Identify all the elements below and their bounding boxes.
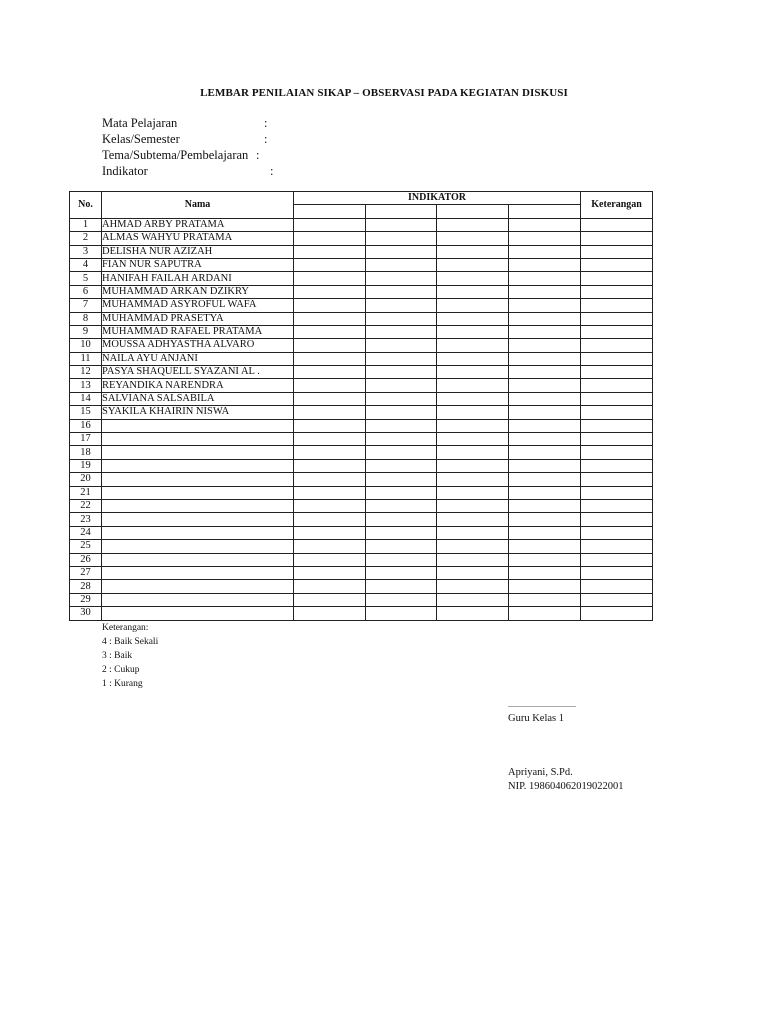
keterangan-cell — [581, 593, 653, 606]
meta-label: Mata Pelajaran — [102, 116, 178, 130]
table-row — [70, 446, 653, 459]
keterangan-cell — [581, 272, 653, 285]
keterangan-cell — [581, 459, 653, 472]
indikator-cell — [366, 593, 437, 606]
row-number: 20 — [70, 473, 102, 486]
student-name: MUHAMMAD ASYROFUL WAFA — [102, 299, 294, 312]
keterangan-cell — [581, 486, 653, 499]
student-name — [102, 419, 294, 432]
indikator-cell — [437, 473, 509, 486]
keterangan-cell — [581, 339, 653, 352]
row-number: 21 — [70, 486, 102, 499]
keterangan-cell — [581, 499, 653, 512]
indikator-subheader — [366, 205, 437, 218]
table-row — [70, 499, 653, 512]
indikator-cell — [366, 285, 437, 298]
table-row — [70, 513, 653, 526]
indikator-cell — [366, 232, 437, 245]
indikator-cell — [437, 352, 509, 365]
student-name — [102, 526, 294, 539]
indikator-cell — [509, 526, 581, 539]
indikator-cell — [509, 258, 581, 271]
indikator-cell — [509, 272, 581, 285]
indikator-cell — [294, 299, 366, 312]
keterangan-cell — [581, 406, 653, 419]
indikator-cell — [509, 433, 581, 446]
indikator-cell — [437, 299, 509, 312]
table-row — [70, 299, 653, 312]
indikator-cell — [366, 339, 437, 352]
table-row — [70, 272, 653, 285]
table-row — [70, 366, 653, 379]
student-name: MOUSSA ADHYASTHA ALVARO — [102, 339, 294, 352]
indikator-cell — [366, 513, 437, 526]
row-number: 26 — [70, 553, 102, 566]
table-row — [70, 245, 653, 258]
row-number: 12 — [70, 366, 102, 379]
table-row — [70, 392, 653, 405]
indikator-cell — [294, 566, 366, 579]
indikator-cell — [294, 419, 366, 432]
row-number: 1 — [70, 218, 102, 231]
indikator-cell — [437, 513, 509, 526]
keterangan-cell — [581, 232, 653, 245]
student-name — [102, 540, 294, 553]
keterangan-cell — [581, 607, 653, 620]
indikator-cell — [366, 433, 437, 446]
table-row — [70, 607, 653, 620]
student-name: AHMAD ARBY PRATAMA — [102, 218, 294, 231]
student-name: PASYA SHAQUELL SYAZANI AL . — [102, 366, 294, 379]
indikator-cell — [294, 580, 366, 593]
keterangan-cell — [581, 312, 653, 325]
indikator-cell — [294, 379, 366, 392]
header-nama: Nama — [102, 192, 294, 219]
row-number: 2 — [70, 232, 102, 245]
student-name: NAILA AYU ANJANI — [102, 352, 294, 365]
indikator-cell — [437, 285, 509, 298]
indikator-cell — [294, 258, 366, 271]
student-name: HANIFAH FAILAH ARDANI — [102, 272, 294, 285]
indikator-cell — [509, 325, 581, 338]
meta-colon: : — [264, 116, 268, 130]
indikator-subheader — [437, 205, 509, 218]
meta-row-indikator — [102, 163, 274, 179]
indikator-cell — [509, 366, 581, 379]
indikator-cell — [509, 580, 581, 593]
keterangan-cell — [581, 473, 653, 486]
indikator-cell — [509, 392, 581, 405]
row-number: 3 — [70, 245, 102, 258]
row-number: 14 — [70, 392, 102, 405]
student-name: MUHAMMAD RAFAEL PRATAMA — [102, 325, 294, 338]
indikator-cell — [509, 339, 581, 352]
meta-row-mata-pelajaran — [102, 115, 268, 131]
indikator-cell — [294, 339, 366, 352]
table-row — [70, 593, 653, 606]
row-number: 16 — [70, 419, 102, 432]
indikator-cell — [509, 486, 581, 499]
indikator-cell — [437, 392, 509, 405]
indikator-cell — [366, 392, 437, 405]
indikator-cell — [437, 232, 509, 245]
keterangan-cell — [581, 218, 653, 231]
indikator-cell — [366, 379, 437, 392]
indikator-cell — [294, 285, 366, 298]
student-name: FIAN NUR SAPUTRA — [102, 258, 294, 271]
indikator-cell — [366, 459, 437, 472]
indikator-cell — [366, 325, 437, 338]
student-name — [102, 593, 294, 606]
indikator-cell — [437, 459, 509, 472]
indikator-subheader — [509, 205, 581, 218]
student-name — [102, 459, 294, 472]
row-number: 17 — [70, 433, 102, 446]
meta-colon: : — [264, 132, 268, 146]
row-number: 24 — [70, 526, 102, 539]
indikator-cell — [366, 580, 437, 593]
keterangan-cell — [581, 366, 653, 379]
keterangan-cell — [581, 258, 653, 271]
indikator-cell — [294, 325, 366, 338]
keterangan-cell — [581, 392, 653, 405]
student-name: SALVIANA SALSABILA — [102, 392, 294, 405]
table-row — [70, 406, 653, 419]
indikator-cell — [366, 553, 437, 566]
table-row — [70, 419, 653, 432]
indikator-cell — [437, 245, 509, 258]
student-name — [102, 486, 294, 499]
indikator-cell — [294, 218, 366, 231]
row-number: 30 — [70, 607, 102, 620]
indikator-cell — [366, 446, 437, 459]
meta-row-kelas-semester — [102, 131, 268, 147]
indikator-cell — [366, 566, 437, 579]
row-number: 4 — [70, 258, 102, 271]
keterangan-cell — [581, 540, 653, 553]
student-name: ALMAS WAHYU PRATAMA — [102, 232, 294, 245]
legend-notes — [102, 621, 158, 691]
row-number: 22 — [70, 499, 102, 512]
table-body — [70, 218, 653, 620]
indikator-cell — [509, 566, 581, 579]
row-number: 8 — [70, 312, 102, 325]
meta-colon: : — [256, 148, 260, 162]
keterangan-cell — [581, 299, 653, 312]
keterangan-cell — [581, 513, 653, 526]
legend-item: 2 : Cukup — [102, 665, 140, 675]
student-name — [102, 553, 294, 566]
student-name — [102, 513, 294, 526]
student-name: DELISHA NUR AZIZAH — [102, 245, 294, 258]
indikator-cell — [437, 339, 509, 352]
indikator-cell — [437, 486, 509, 499]
indikator-cell — [366, 473, 437, 486]
indikator-cell — [366, 540, 437, 553]
indikator-subheader — [294, 205, 366, 218]
keterangan-cell — [581, 566, 653, 579]
table-row — [70, 433, 653, 446]
indikator-cell — [366, 419, 437, 432]
indikator-cell — [294, 245, 366, 258]
student-name — [102, 446, 294, 459]
signature-name: Apriyani, S.Pd. — [508, 767, 573, 778]
indikator-cell — [509, 245, 581, 258]
indikator-cell — [294, 446, 366, 459]
indikator-cell — [509, 352, 581, 365]
student-name — [102, 499, 294, 512]
indikator-cell — [509, 593, 581, 606]
indikator-cell — [509, 459, 581, 472]
signature-role: Guru Kelas 1 — [508, 713, 564, 724]
indikator-cell — [437, 607, 509, 620]
assessment-table — [69, 191, 653, 621]
table-row — [70, 459, 653, 472]
keterangan-cell — [581, 580, 653, 593]
indikator-cell — [437, 446, 509, 459]
indikator-cell — [509, 540, 581, 553]
indikator-cell — [366, 486, 437, 499]
student-name: MUHAMMAD ARKAN DZIKRY — [102, 285, 294, 298]
indikator-cell — [294, 433, 366, 446]
table-row — [70, 580, 653, 593]
student-name: MUHAMMAD PRASETYA — [102, 312, 294, 325]
keterangan-cell — [581, 245, 653, 258]
legend-heading: Keterangan: — [102, 623, 149, 633]
row-number: 18 — [70, 446, 102, 459]
table-row — [70, 486, 653, 499]
indikator-cell — [294, 499, 366, 512]
indikator-cell — [294, 366, 366, 379]
student-name: SYAKILA KHAIRIN NISWA — [102, 406, 294, 419]
table-row — [70, 218, 653, 231]
header-keterangan: Keterangan — [581, 192, 653, 219]
indikator-cell — [366, 352, 437, 365]
row-number: 6 — [70, 285, 102, 298]
table-row — [70, 540, 653, 553]
indikator-cell — [509, 218, 581, 231]
row-number: 15 — [70, 406, 102, 419]
keterangan-cell — [581, 285, 653, 298]
indikator-cell — [509, 553, 581, 566]
indikator-cell — [366, 406, 437, 419]
indikator-cell — [437, 499, 509, 512]
indikator-cell — [509, 232, 581, 245]
indikator-cell — [509, 513, 581, 526]
meta-label: Indikator — [102, 164, 148, 178]
row-number: 13 — [70, 379, 102, 392]
indikator-cell — [294, 352, 366, 365]
legend-item: 1 : Kurang — [102, 679, 143, 689]
meta-label: Kelas/Semester — [102, 132, 180, 146]
indikator-cell — [366, 607, 437, 620]
meta-block — [102, 115, 274, 179]
indikator-cell — [437, 312, 509, 325]
indikator-cell — [366, 366, 437, 379]
indikator-cell — [437, 406, 509, 419]
table-row — [70, 473, 653, 486]
student-name — [102, 607, 294, 620]
indikator-cell — [294, 406, 366, 419]
row-number: 19 — [70, 459, 102, 472]
table-row — [70, 258, 653, 271]
indikator-cell — [437, 593, 509, 606]
student-name — [102, 433, 294, 446]
row-number: 5 — [70, 272, 102, 285]
indikator-cell — [294, 513, 366, 526]
meta-colon: : — [270, 164, 274, 178]
indikator-cell — [509, 419, 581, 432]
indikator-cell — [294, 593, 366, 606]
keterangan-cell — [581, 325, 653, 338]
indikator-cell — [294, 312, 366, 325]
indikator-cell — [294, 272, 366, 285]
indikator-cell — [366, 218, 437, 231]
header-indikator: INDIKATOR — [294, 192, 581, 205]
indikator-cell — [509, 607, 581, 620]
row-number: 11 — [70, 352, 102, 365]
table-row — [70, 352, 653, 365]
indikator-cell — [509, 499, 581, 512]
meta-row-tema — [102, 147, 260, 163]
indikator-cell — [509, 446, 581, 459]
indikator-cell — [294, 232, 366, 245]
indikator-cell — [437, 272, 509, 285]
table-row — [70, 285, 653, 298]
row-number: 9 — [70, 325, 102, 338]
indikator-cell — [294, 392, 366, 405]
table-row — [70, 566, 653, 579]
row-number: 29 — [70, 593, 102, 606]
indikator-cell — [509, 406, 581, 419]
keterangan-cell — [581, 352, 653, 365]
indikator-cell — [437, 433, 509, 446]
indikator-cell — [437, 258, 509, 271]
legend-item: 4 : Baik Sekali — [102, 637, 159, 647]
indikator-cell — [294, 459, 366, 472]
indikator-cell — [509, 299, 581, 312]
meta-label: Tema/Subtema/Pembelajaran — [102, 148, 249, 162]
indikator-cell — [437, 379, 509, 392]
keterangan-cell — [581, 526, 653, 539]
table-row — [70, 339, 653, 352]
table-row — [70, 526, 653, 539]
table-row — [70, 232, 653, 245]
indikator-cell — [437, 540, 509, 553]
header-no: No. — [70, 192, 102, 219]
page-title: LEMBAR PENILAIAN SIKAP – OBSERVASI PADA KEGIATAN DISKUSI — [200, 87, 568, 99]
student-name — [102, 473, 294, 486]
indikator-cell — [437, 366, 509, 379]
indikator-cell — [294, 473, 366, 486]
indikator-cell — [437, 218, 509, 231]
signature-dots: .................................. — [508, 700, 576, 709]
indikator-cell — [437, 526, 509, 539]
row-number: 23 — [70, 513, 102, 526]
indikator-cell — [366, 499, 437, 512]
indikator-cell — [294, 526, 366, 539]
indikator-cell — [294, 486, 366, 499]
row-number: 25 — [70, 540, 102, 553]
indikator-cell — [509, 312, 581, 325]
indikator-cell — [294, 540, 366, 553]
keterangan-cell — [581, 433, 653, 446]
student-name — [102, 566, 294, 579]
indikator-cell — [437, 580, 509, 593]
indikator-cell — [366, 272, 437, 285]
legend-item: 3 : Baik — [102, 651, 133, 661]
row-number: 28 — [70, 580, 102, 593]
keterangan-cell — [581, 379, 653, 392]
table-row — [70, 312, 653, 325]
row-number: 27 — [70, 566, 102, 579]
indikator-cell — [437, 325, 509, 338]
signature-nip: NIP. 198604062019022001 — [508, 781, 624, 792]
indikator-cell — [366, 258, 437, 271]
keterangan-cell — [581, 419, 653, 432]
indikator-cell — [509, 473, 581, 486]
keterangan-cell — [581, 553, 653, 566]
indikator-cell — [366, 526, 437, 539]
indikator-cell — [294, 607, 366, 620]
indikator-cell — [366, 312, 437, 325]
indikator-cell — [437, 566, 509, 579]
table-row — [70, 379, 653, 392]
indikator-cell — [366, 245, 437, 258]
indikator-cell — [509, 285, 581, 298]
keterangan-cell — [581, 446, 653, 459]
student-name: REYANDIKA NARENDRA — [102, 379, 294, 392]
row-number: 10 — [70, 339, 102, 352]
row-number: 7 — [70, 299, 102, 312]
indikator-cell — [294, 553, 366, 566]
table-row — [70, 553, 653, 566]
indikator-cell — [509, 379, 581, 392]
indikator-cell — [437, 419, 509, 432]
table-row — [70, 325, 653, 338]
indikator-cell — [366, 299, 437, 312]
student-name — [102, 580, 294, 593]
indikator-cell — [437, 553, 509, 566]
